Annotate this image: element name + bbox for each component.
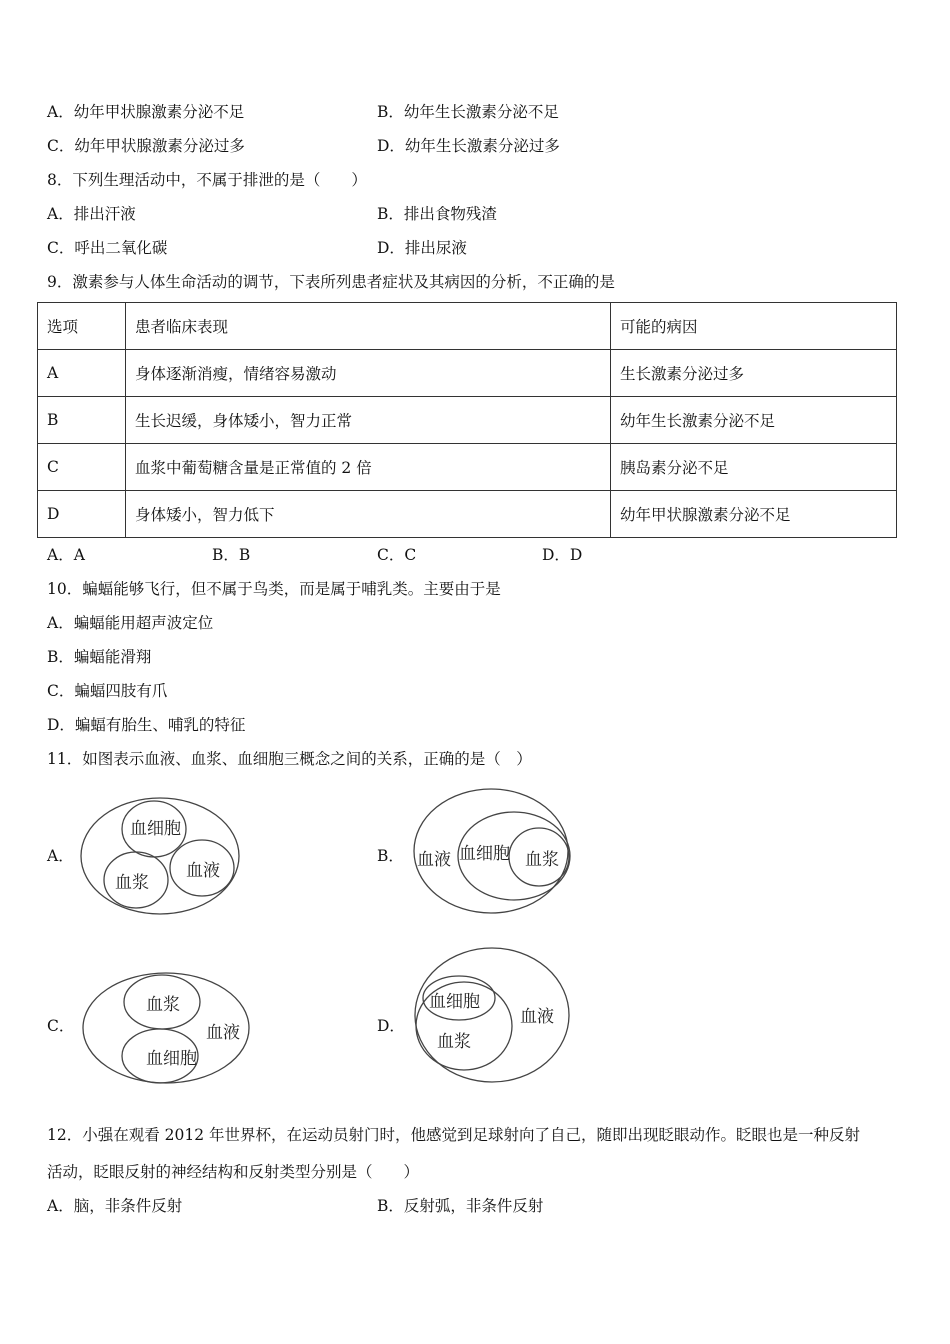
term-plasma: 血浆 [115, 873, 149, 893]
q12-option-b: B．反射弧，非条件反射 [377, 1197, 544, 1215]
table-cell: 幼年生长激素分泌不足 [611, 397, 897, 444]
q12-stem-line2: 活动，眨眼反射的神经结构和反射类型分别是（ ） [47, 1163, 420, 1181]
table-cell: 身体矮小，智力低下 [126, 491, 611, 538]
q10-stem: 10．蝙蝠能够飞行，但不属于鸟类，而是属于哺乳类。主要由于是 [47, 580, 501, 598]
table-cell: C [38, 444, 126, 491]
q10-option-b: B．蝙蝠能滑翔 [47, 648, 152, 666]
q10-option-d: D．蝙蝠有胎生、哺乳的特征 [47, 716, 246, 734]
q11-option-c-label: C． [47, 1017, 75, 1035]
term-blood: 血液 [520, 1007, 554, 1027]
table-header-cell: 患者临床表现 [126, 303, 611, 350]
q9-option-b: B．B [212, 546, 251, 564]
q11-diagram-d [413, 946, 573, 1086]
q9-option-d: D．D [542, 546, 583, 564]
table-row [38, 491, 897, 538]
q7-option-b: B．幼年生长激素分泌不足 [377, 103, 559, 121]
term-blood: 血液 [206, 1023, 240, 1043]
q10-option-c: C．蝙蝠四肢有爪 [47, 682, 168, 700]
table-cell: 血浆中葡萄糖含量是正常值的 2 倍 [126, 444, 611, 491]
table-cell: B [38, 397, 126, 444]
term-cells: 血细胞 [146, 1049, 197, 1069]
q11-stem: 11．如图表示血液、血浆、血细胞三概念之间的关系，正确的是（ ） [47, 750, 532, 768]
table-header-cell: 可能的病因 [611, 303, 897, 350]
q7-option-a: A．幼年甲状腺激素分泌不足 [47, 103, 245, 121]
table-cell: A [38, 350, 126, 397]
term-cells: 血细胞 [459, 844, 510, 864]
q8-option-c: C．呼出二氧化碳 [47, 239, 168, 257]
q12-stem-line1: 12．小强在观看 2012 年世界杯，在运动员射门时，他感觉到足球射向了自己，随即出现眨眼动作。眨眼也是一种反射 [47, 1126, 861, 1144]
table-header-row [38, 303, 897, 350]
term-blood: 血液 [417, 850, 451, 870]
q11-diagram-b [411, 786, 573, 918]
table-row [38, 397, 897, 444]
term-blood: 血液 [186, 861, 220, 881]
table-cell: 身体逐渐消瘦，情绪容易激动 [126, 350, 611, 397]
q7-option-d: D．幼年生长激素分泌过多 [377, 137, 560, 155]
table-cell: 生长迟缓，身体矮小，智力正常 [126, 397, 611, 444]
q8-stem: 8．下列生理活动中，不属于排泄的是（ ） [47, 171, 367, 189]
term-plasma: 血浆 [146, 995, 180, 1015]
q8-option-d: D．排出尿液 [377, 239, 467, 257]
q11-diagram-c [80, 970, 255, 1088]
table-row [38, 350, 897, 397]
q12-option-a: A．脑，非条件反射 [47, 1197, 183, 1215]
table-cell: 胰岛素分泌不足 [611, 444, 897, 491]
q11-option-d-label: D． [377, 1017, 405, 1035]
table-cell: 幼年甲状腺激素分泌不足 [611, 491, 897, 538]
q11-diagram-a [78, 796, 243, 918]
term-plasma: 血浆 [437, 1032, 471, 1052]
term-cells: 血细胞 [429, 992, 480, 1012]
q7-option-c: C．幼年甲状腺激素分泌过多 [47, 137, 245, 155]
q8-option-a: A．排出汗液 [47, 205, 136, 223]
q8-option-b: B．排出食物残渣 [377, 205, 497, 223]
q11-option-a-label: A． [47, 847, 74, 865]
q9-option-a: A．A [47, 546, 85, 564]
table-row [38, 444, 897, 491]
q9-table [37, 302, 897, 538]
table-header-cell: 选项 [38, 303, 126, 350]
table-cell: D [38, 491, 126, 538]
q9-option-c: C．C [377, 546, 417, 564]
term-cells: 血细胞 [130, 819, 181, 839]
q11-option-b-label: B． [377, 847, 404, 865]
q10-option-a: A．蝙蝠能用超声波定位 [47, 614, 214, 632]
q9-stem: 9．激素参与人体生命活动的调节，下表所列患者症状及其病因的分析，不正确的是 [47, 273, 615, 291]
term-plasma: 血浆 [525, 850, 559, 870]
table-cell: 生长激素分泌过多 [611, 350, 897, 397]
